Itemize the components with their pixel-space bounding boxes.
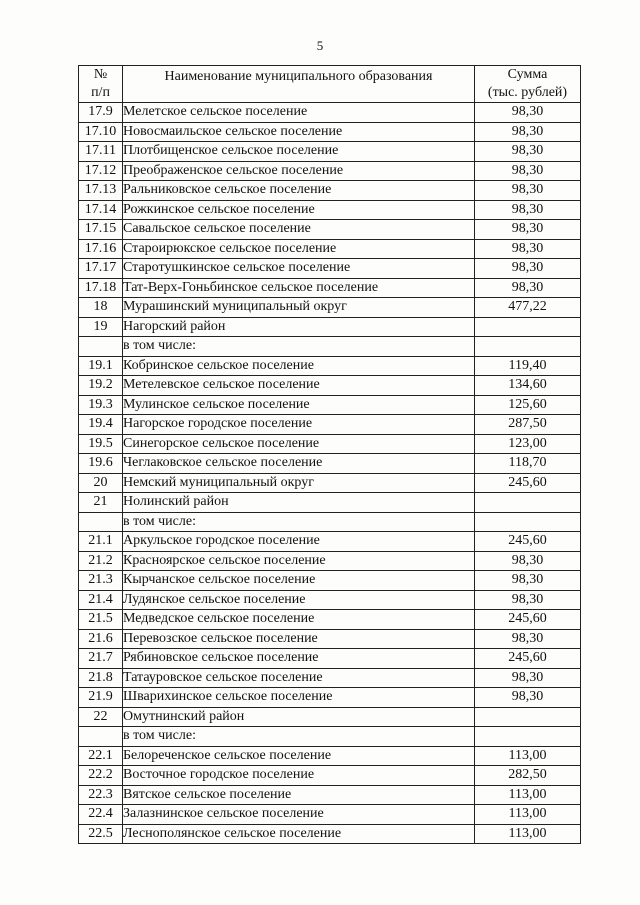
row-number-cell: 21.7 [79, 649, 123, 669]
row-sum-cell: 98,30 [475, 590, 581, 610]
row-name-cell: Медведское сельское поселение [123, 610, 475, 630]
table-row [79, 688, 581, 708]
table-row [79, 785, 581, 805]
table-row [79, 239, 581, 259]
row-number-cell: 22.3 [79, 785, 123, 805]
row-name-cell: Нолинский район [123, 493, 475, 513]
row-sum-cell: 98,30 [475, 688, 581, 708]
row-sum-cell: 98,30 [475, 161, 581, 181]
table-row [79, 668, 581, 688]
row-sum-cell: 98,30 [475, 571, 581, 591]
row-number-cell: 19 [79, 317, 123, 337]
allocation-table [78, 65, 581, 844]
row-name-cell: Савальское сельское поселение [123, 220, 475, 240]
page-number: 5 [316, 38, 324, 53]
row-sum-cell: 287,50 [475, 415, 581, 435]
row-name-cell: Метелевское сельское поселение [123, 376, 475, 396]
table-body [79, 103, 581, 844]
table-header [79, 66, 581, 103]
row-number-cell: 21.5 [79, 610, 123, 630]
row-sum-cell: 98,30 [475, 142, 581, 162]
row-number-cell: 19.4 [79, 415, 123, 435]
row-name-cell: Мулинское сельское поселение [123, 395, 475, 415]
table-row [79, 278, 581, 298]
row-sum-cell: 477,22 [475, 298, 581, 318]
table-row [79, 707, 581, 727]
row-sum-cell [475, 317, 581, 337]
row-number-cell: 17.13 [79, 181, 123, 201]
table-row [79, 610, 581, 630]
header-sum-line1: Сумма [507, 67, 548, 82]
row-sum-cell: 98,30 [475, 239, 581, 259]
row-sum-cell: 119,40 [475, 356, 581, 376]
row-name-cell: Рожкинское сельское поселение [123, 200, 475, 220]
row-name-cell: Плотбищенское сельское поселение [123, 142, 475, 162]
row-number-cell: 19.5 [79, 434, 123, 454]
row-name-cell: в том числе: [123, 337, 475, 357]
row-number-cell: 19.1 [79, 356, 123, 376]
row-name-cell: Залазнинское сельское поселение [123, 805, 475, 825]
table-row [79, 512, 581, 532]
table-row [79, 746, 581, 766]
row-number-cell: 17.9 [79, 103, 123, 123]
row-number-cell: 21.3 [79, 571, 123, 591]
row-sum-cell: 134,60 [475, 376, 581, 396]
row-sum-cell: 245,60 [475, 473, 581, 493]
row-number-cell: 17.12 [79, 161, 123, 181]
row-name-cell: Лудянское сельское поселение [123, 590, 475, 610]
table-row [79, 766, 581, 786]
table-row [79, 473, 581, 493]
row-sum-cell: 98,30 [475, 278, 581, 298]
row-number-cell: 21.1 [79, 532, 123, 552]
row-sum-cell: 113,00 [475, 805, 581, 825]
table-row [79, 298, 581, 318]
table-row [79, 571, 581, 591]
row-name-cell: Красноярское сельское поселение [123, 551, 475, 571]
row-number-cell: 17.14 [79, 200, 123, 220]
row-number-cell: 19.6 [79, 454, 123, 474]
row-sum-cell: 98,30 [475, 551, 581, 571]
row-name-cell: Кырчанское сельское поселение [123, 571, 475, 591]
row-name-cell: Ральниковское сельское поселение [123, 181, 475, 201]
row-sum-cell [475, 727, 581, 747]
row-number-cell: 21.6 [79, 629, 123, 649]
row-number-cell: 18 [79, 298, 123, 318]
table-row [79, 103, 581, 123]
row-name-cell: Кобринское сельское поселение [123, 356, 475, 376]
row-number-cell: 21.4 [79, 590, 123, 610]
row-name-cell: Омутнинский район [123, 707, 475, 727]
table-row [79, 376, 581, 396]
row-number-cell: 22.1 [79, 746, 123, 766]
row-number-cell: 19.2 [79, 376, 123, 396]
row-sum-cell [475, 512, 581, 532]
row-name-cell: Новосмаильское сельское поселение [123, 122, 475, 142]
row-name-cell: Староирюкское сельское поселение [123, 239, 475, 259]
row-name-cell: Белореченское сельское поселение [123, 746, 475, 766]
row-name-cell: Нагорский район [123, 317, 475, 337]
row-number-cell: 17.18 [79, 278, 123, 298]
row-number-cell: 17.11 [79, 142, 123, 162]
row-name-cell: Тат-Верх-Гоньбинское сельское поселение [123, 278, 475, 298]
header-number-line1: № [93, 67, 108, 82]
row-sum-cell: 113,00 [475, 746, 581, 766]
row-name-cell: Перевозское сельское поселение [123, 629, 475, 649]
row-name-cell: в том числе: [123, 727, 475, 747]
row-name-cell: в том числе: [123, 512, 475, 532]
row-number-cell [79, 512, 123, 532]
row-name-cell: Вятское сельское поселение [123, 785, 475, 805]
row-sum-cell: 98,30 [475, 200, 581, 220]
row-sum-cell: 245,60 [475, 532, 581, 552]
table-row [79, 434, 581, 454]
row-number-cell: 20 [79, 473, 123, 493]
row-sum-cell: 113,00 [475, 785, 581, 805]
row-name-cell: Рябиновское сельское поселение [123, 649, 475, 669]
table-row [79, 259, 581, 279]
row-sum-cell: 98,30 [475, 103, 581, 123]
row-sum-cell: 123,00 [475, 434, 581, 454]
row-sum-cell: 282,50 [475, 766, 581, 786]
header-row [79, 66, 581, 103]
row-number-cell: 21.2 [79, 551, 123, 571]
row-sum-cell: 98,30 [475, 181, 581, 201]
row-name-cell: Преображенское сельское поселение [123, 161, 475, 181]
table-row [79, 356, 581, 376]
row-sum-cell: 125,60 [475, 395, 581, 415]
table-row [79, 493, 581, 513]
row-number-cell: 19.3 [79, 395, 123, 415]
row-name-cell: Мурашинский муниципальный округ [123, 298, 475, 318]
table-row [79, 590, 581, 610]
row-number-cell [79, 337, 123, 357]
table-row [79, 122, 581, 142]
row-sum-cell: 245,60 [475, 610, 581, 630]
row-name-cell: Синегорское сельское поселение [123, 434, 475, 454]
header-number-line2: п/п [91, 85, 110, 100]
row-name-cell: Немский муниципальный округ [123, 473, 475, 493]
row-sum-cell [475, 493, 581, 513]
row-name-cell: Мелетское сельское поселение [123, 103, 475, 123]
header-number [79, 66, 123, 103]
row-sum-cell: 98,30 [475, 220, 581, 240]
header-name: Наименование муниципального образования [123, 66, 475, 103]
row-sum-cell [475, 337, 581, 357]
table-row [79, 317, 581, 337]
table-row [79, 805, 581, 825]
table-row [79, 551, 581, 571]
table-row [79, 727, 581, 747]
row-sum-cell: 113,00 [475, 824, 581, 844]
row-number-cell: 21.9 [79, 688, 123, 708]
row-name-cell: Нагорское городское поселение [123, 415, 475, 435]
row-sum-cell: 98,30 [475, 259, 581, 279]
row-number-cell: 21.8 [79, 668, 123, 688]
table-row [79, 415, 581, 435]
row-sum-cell [475, 707, 581, 727]
header-sum-line2: (тыс. рублей) [487, 85, 568, 100]
table-row [79, 142, 581, 162]
row-name-cell: Татауровское сельское поселение [123, 668, 475, 688]
row-number-cell [79, 727, 123, 747]
row-number-cell: 17.10 [79, 122, 123, 142]
row-name-cell: Шварихинское сельское поселение [123, 688, 475, 708]
row-number-cell: 22.4 [79, 805, 123, 825]
row-sum-cell: 245,60 [475, 649, 581, 669]
row-name-cell: Восточное городское поселение [123, 766, 475, 786]
table-row [79, 454, 581, 474]
row-number-cell: 17.16 [79, 239, 123, 259]
table-row [79, 629, 581, 649]
row-name-cell: Чеглаковское сельское поселение [123, 454, 475, 474]
row-name-cell: Леснополянское сельское поселение [123, 824, 475, 844]
row-number-cell: 22 [79, 707, 123, 727]
row-number-cell: 17.17 [79, 259, 123, 279]
row-number-cell: 22.2 [79, 766, 123, 786]
table-row [79, 161, 581, 181]
header-sum [475, 66, 581, 103]
table-row [79, 532, 581, 552]
row-number-cell: 17.15 [79, 220, 123, 240]
row-sum-cell: 98,30 [475, 629, 581, 649]
table-row [79, 220, 581, 240]
table-row [79, 824, 581, 844]
row-number-cell: 21 [79, 493, 123, 513]
row-sum-cell: 98,30 [475, 668, 581, 688]
table-row [79, 395, 581, 415]
table-row [79, 337, 581, 357]
table-row [79, 181, 581, 201]
row-sum-cell: 118,70 [475, 454, 581, 474]
table-row [79, 649, 581, 669]
table-row [79, 200, 581, 220]
row-name-cell: Старотушкинское сельское поселение [123, 259, 475, 279]
row-number-cell: 22.5 [79, 824, 123, 844]
row-name-cell: Аркульское городское поселение [123, 532, 475, 552]
row-sum-cell: 98,30 [475, 122, 581, 142]
